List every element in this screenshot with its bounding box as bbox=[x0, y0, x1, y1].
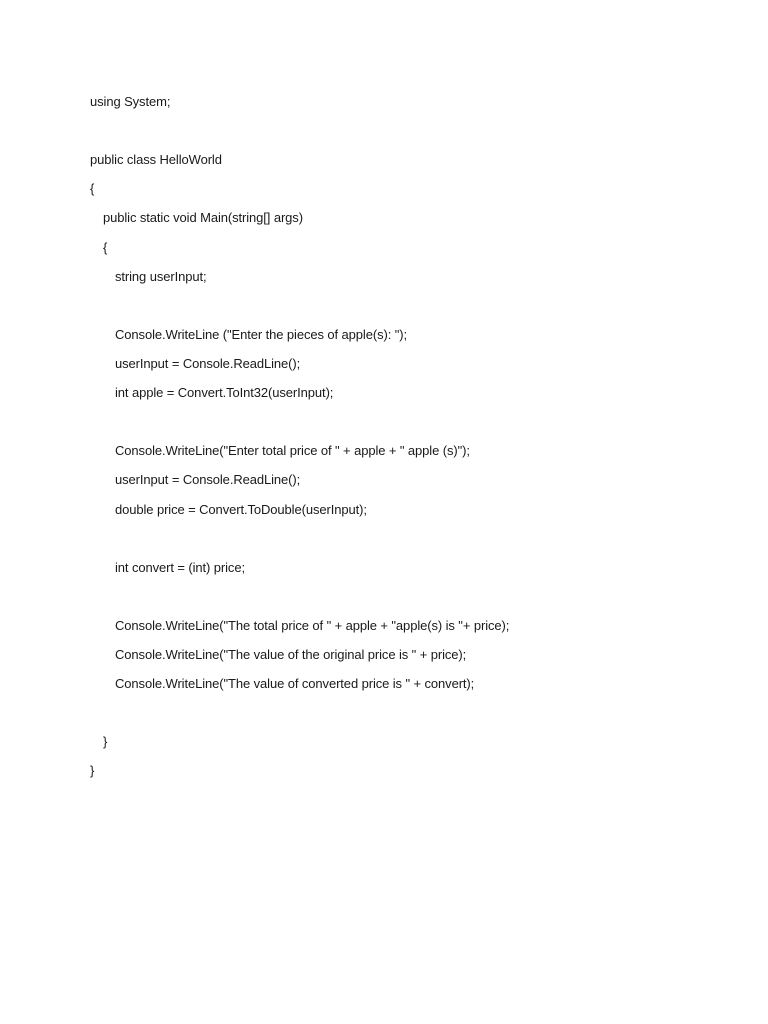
code-line-main-decl: public static void Main(string[] args) bbox=[103, 210, 303, 225]
code-line-class-open: { bbox=[90, 181, 95, 196]
code-line-output-original: Console.WriteLine("The value of the original price is " + price); bbox=[115, 647, 467, 662]
code-line-main-close: } bbox=[103, 734, 108, 749]
code-line-convert-double: double price = Convert.ToDouble(userInput); bbox=[115, 502, 367, 517]
code-line-using: using System; bbox=[90, 94, 171, 109]
code-line-class-decl: public class HelloWorld bbox=[90, 152, 222, 167]
code-line-output-total: Console.WriteLine("The total price of " + apple + "apple(s) is "+ price); bbox=[115, 618, 510, 633]
code-line-output-converted: Console.WriteLine("The value of converted price is " + convert); bbox=[115, 676, 475, 691]
code-line-convert-int: int apple = Convert.ToInt32(userInput); bbox=[115, 385, 334, 400]
code-line-main-open: { bbox=[103, 240, 108, 255]
code-line-var-decl: string userInput; bbox=[115, 269, 207, 284]
code-line-class-close: } bbox=[90, 763, 95, 778]
code-line-read-1: userInput = Console.ReadLine(); bbox=[115, 356, 301, 371]
code-line-prompt-price: Console.WriteLine("Enter total price of " + apple + " apple (s)"); bbox=[115, 443, 470, 458]
code-line-read-2: userInput = Console.ReadLine(); bbox=[115, 472, 301, 487]
code-line-prompt-apple: Console.WriteLine ("Enter the pieces of apple(s): "); bbox=[115, 327, 407, 342]
code-line-cast: int convert = (int) price; bbox=[115, 560, 245, 575]
